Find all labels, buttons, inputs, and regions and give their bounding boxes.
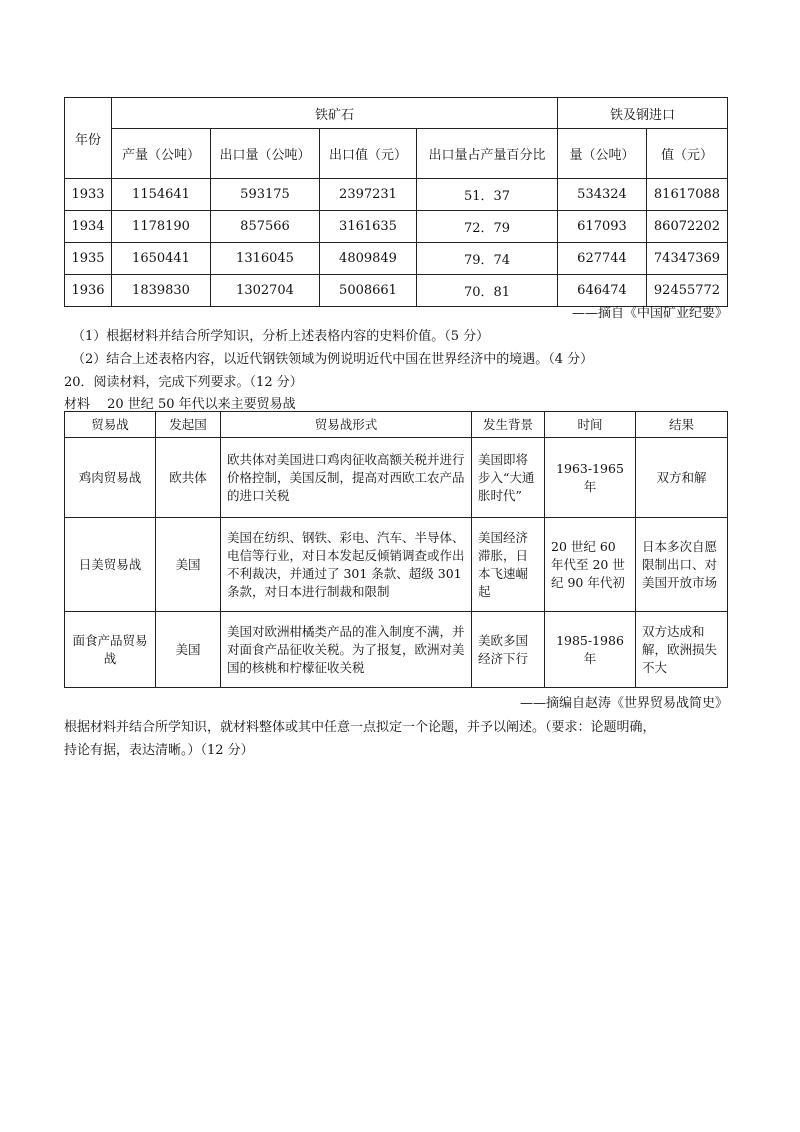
- iron-ore-table: [64, 97, 728, 307]
- cell: 双方和解: [636, 438, 728, 518]
- table-row: [65, 243, 728, 275]
- table-row: [65, 518, 728, 612]
- cell: 1316045: [211, 243, 320, 275]
- cell: 20 世纪 60 年代至 20 世纪 90 年代初: [545, 518, 636, 612]
- column-header: 贸易战: [65, 412, 156, 438]
- cell: 1839830: [112, 275, 211, 307]
- sub-header: 出口量占产量百分比: [417, 129, 558, 179]
- cell: 2397231: [320, 179, 417, 211]
- question-1: （1）根据材料并结合所学知识，分析上述表格内容的史料价值。（5 分）: [72, 329, 490, 344]
- cell: 646474: [558, 275, 647, 307]
- cell: 617093: [558, 211, 647, 243]
- column-header: 时间: [545, 412, 636, 438]
- cell: 欧共体对美国进口鸡肉征收高额关税并进行价格控制，美国反制，提高对西欧工农产品的进口关税: [221, 438, 472, 518]
- sub-header: 出口值（元）: [320, 129, 417, 179]
- cell: 3161635: [320, 211, 417, 243]
- cell: 美国经济滞胀，日本飞速崛起: [472, 518, 545, 612]
- cell: 81617088: [647, 179, 728, 211]
- cell: 5008661: [320, 275, 417, 307]
- cell: 86072202: [647, 211, 728, 243]
- cell: 美国对欧洲柑橘类产品的准入制度不满，并对面食产品征收关税。为了报复，欧洲对美国的核桃和柠檬征收关税: [221, 612, 472, 688]
- cell: 面食产品贸易战: [65, 612, 156, 688]
- material-label: 材料 20 世纪 50 年代以来主要贸易战: [64, 397, 296, 412]
- column-header: 发生背景: [472, 412, 545, 438]
- cell: 日美贸易战: [65, 518, 156, 612]
- cell: 美国: [156, 518, 221, 612]
- year-header: 年份: [65, 98, 112, 179]
- column-header: 结果: [636, 412, 728, 438]
- steel-header: 铁及钢进口: [558, 98, 728, 129]
- cell: 1178190: [112, 211, 211, 243]
- trade-war-table: [64, 411, 728, 688]
- table1-source: ——摘自《中国矿业纪要》: [571, 306, 728, 321]
- cell: 1650441: [112, 243, 211, 275]
- table-row: [65, 612, 728, 688]
- table-row: [65, 211, 728, 243]
- cell: 857566: [211, 211, 320, 243]
- cell: 1936: [65, 275, 112, 307]
- table-row: [65, 179, 728, 211]
- cell: 1933: [65, 179, 112, 211]
- cell: 美欧多国经济下行: [472, 612, 545, 688]
- cell: 51．37: [417, 179, 558, 211]
- instruction-line-2: 持论有据，表达清晰。）（12 分）: [64, 743, 254, 758]
- cell: 1963-1965 年: [545, 438, 636, 518]
- cell: 593175: [211, 179, 320, 211]
- ore-header: 铁矿石: [112, 98, 558, 129]
- cell: 627744: [558, 243, 647, 275]
- table2-source: ——摘编自赵涛《世界贸易战简史》: [519, 696, 728, 711]
- cell: 美国即将步入“大通胀时代”: [472, 438, 545, 518]
- sub-header: 产量（公吨）: [112, 129, 211, 179]
- cell: 70．81: [417, 275, 558, 307]
- cell: 74347369: [647, 243, 728, 275]
- cell: 日本多次自愿限制出口、对美国开放市场: [636, 518, 728, 612]
- cell: 534324: [558, 179, 647, 211]
- question-2: （2）结合上述表格内容，以近代钢铁领域为例说明近代中国在世界经济中的境遇。（4 分）: [72, 352, 594, 367]
- cell: 美国: [156, 612, 221, 688]
- sub-header: 量（公吨）: [558, 129, 647, 179]
- cell: 1154641: [112, 179, 211, 211]
- cell: 双方达成和解，欧洲损失不大: [636, 612, 728, 688]
- column-header: 发起国: [156, 412, 221, 438]
- cell: 92455772: [647, 275, 728, 307]
- instruction-line-1: 根据材料并结合所学知识，就材料整体或其中任意一点拟定一个论题，并予以阐述。（要求：论题明确，: [64, 720, 656, 735]
- cell: 4809849: [320, 243, 417, 275]
- table-row: [65, 438, 728, 518]
- cell: 鸡肉贸易战: [65, 438, 156, 518]
- cell: 欧共体: [156, 438, 221, 518]
- cell: 美国在纺织、钢铁、彩电、汽车、半导体、电信等行业，对日本发起反倾销调查或作出不利裁决，并通过了 301 条款、超级 301 条款，对日本进行制裁和限制: [221, 518, 472, 612]
- sub-header: 值（元）: [647, 129, 728, 179]
- question-20: 20．阅读材料，完成下列要求。（12 分）: [64, 375, 303, 390]
- cell: 1302704: [211, 275, 320, 307]
- cell: 72．79: [417, 211, 558, 243]
- cell: 1935: [65, 243, 112, 275]
- column-header: 贸易战形式: [221, 412, 472, 438]
- cell: 1934: [65, 211, 112, 243]
- sub-header: 出口量（公吨）: [211, 129, 320, 179]
- cell: 79．74: [417, 243, 558, 275]
- cell: 1985-1986 年: [545, 612, 636, 688]
